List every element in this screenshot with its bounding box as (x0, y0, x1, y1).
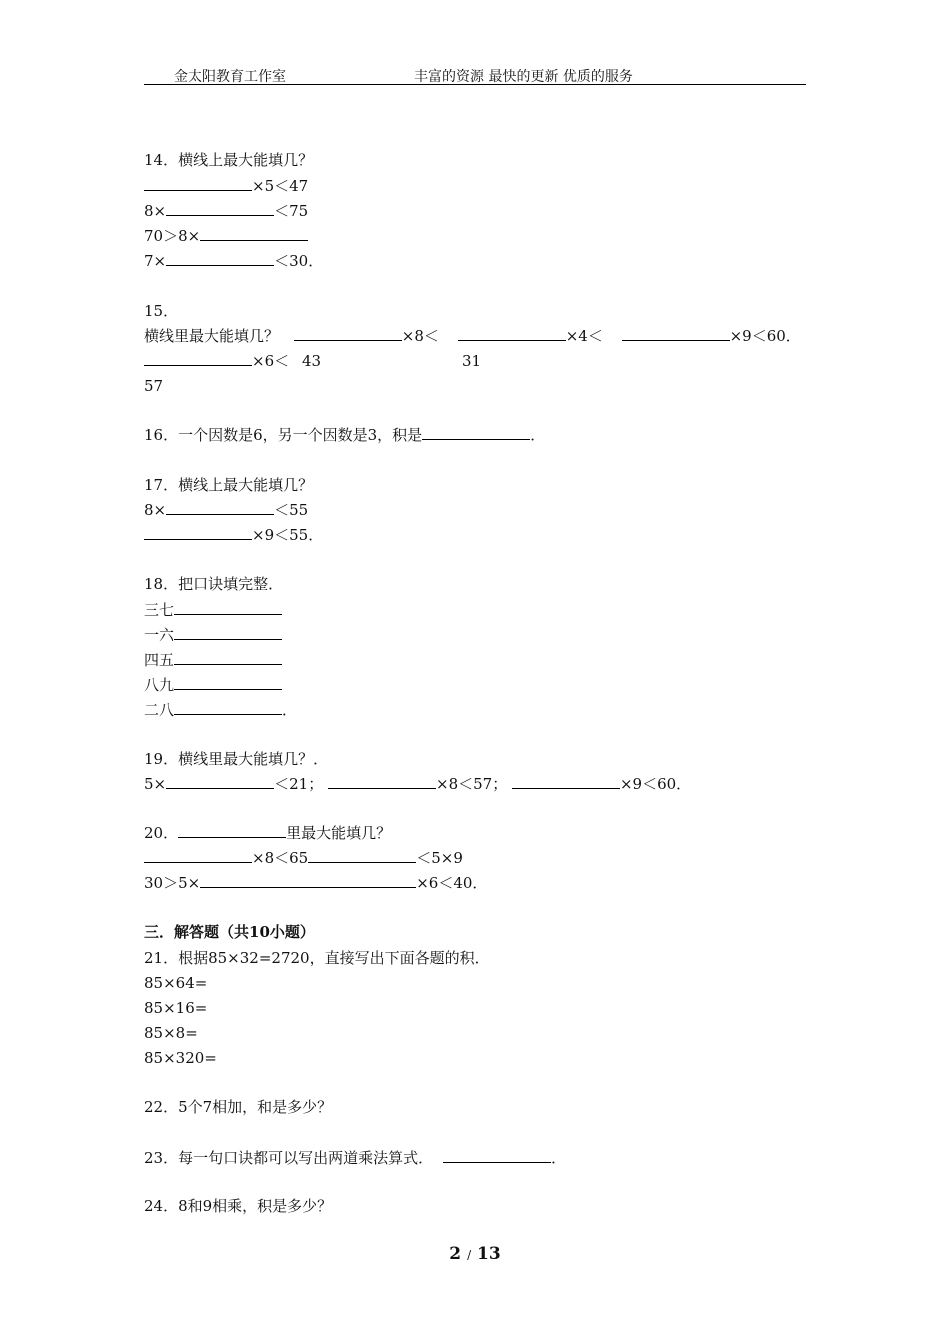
q20-line1: ×8＜65 ＜5×9 (144, 848, 463, 868)
q24-text: 24．8和9相乘，积是多少？ (144, 1197, 333, 1215)
q15-line1: 横线里最大能填几？ ×8＜ ×4＜ ×9＜60． (144, 327, 801, 345)
answer-blank[interactable] (166, 500, 274, 515)
q21-item: 85×8= (144, 1024, 198, 1042)
header-slogan: 丰富的资源 最快的更新 优质的服务 (414, 69, 633, 85)
answer-blank[interactable] (174, 600, 282, 615)
q17-line2: ×9＜55． (144, 525, 323, 545)
q15-number-57: 57 (144, 377, 164, 395)
answer-blank[interactable] (622, 326, 730, 341)
q16-line: 16．一个因数是6，另一个因数是3，积是 ． (144, 426, 546, 444)
answer-blank[interactable] (458, 326, 566, 341)
answer-blank[interactable] (174, 675, 282, 690)
q20-line2: 30＞5× ×6＜40． (144, 874, 488, 892)
answer-blank[interactable] (328, 774, 436, 789)
q21-item: 85×320= (144, 1049, 217, 1067)
q18-title: 18．把口诀填完整． (144, 575, 284, 593)
answer-blank[interactable] (144, 525, 252, 540)
answer-blank[interactable] (200, 873, 308, 888)
section-heading: 三．解答题（共10小题） (144, 923, 315, 941)
answer-blank[interactable] (308, 848, 416, 863)
answer-blank[interactable] (178, 823, 286, 838)
page-number: 2 / 13 (449, 1244, 501, 1264)
q18-item: 二八 ． (144, 701, 298, 719)
q14-title: 14．横线上最大能填几？ (144, 151, 314, 169)
q18-item: 三七 (144, 600, 282, 620)
answer-blank[interactable] (144, 351, 252, 366)
q19-title: 19．横线里最大能填几？． (144, 750, 329, 768)
answer-blank[interactable] (174, 625, 282, 640)
answer-blank[interactable] (443, 1148, 551, 1163)
q15-line2: ×6＜ (144, 351, 289, 371)
q15-number-31: 31 (462, 352, 482, 370)
q19-line: 5× ＜21； ×8＜57； ×9＜60． (144, 775, 692, 793)
answer-blank[interactable] (166, 201, 274, 216)
q14-line4: 7× ＜30． (144, 252, 324, 270)
q22-text: 22．5个7相加，和是多少？ (144, 1098, 333, 1116)
answer-blank[interactable] (144, 176, 252, 191)
page-header (144, 64, 806, 85)
q18-item: 八九 (144, 675, 282, 695)
q14-line2: 8× ＜75 (144, 202, 309, 220)
answer-blank[interactable] (166, 251, 274, 266)
answer-blank[interactable] (166, 774, 274, 789)
q21-item: 85×64= (144, 974, 208, 992)
q17-line1: 8× ＜55 (144, 501, 309, 519)
q15-title: 15． (144, 302, 179, 320)
answer-blank[interactable] (174, 650, 282, 665)
answer-blank[interactable] (308, 873, 416, 888)
answer-blank[interactable] (422, 425, 530, 440)
q18-item: 四五 (144, 650, 282, 670)
answer-blank[interactable] (512, 774, 620, 789)
q14-line3: 70＞8× (144, 226, 308, 246)
answer-blank[interactable] (174, 700, 282, 715)
q20-title: 20． 里最大能填几？ (144, 824, 392, 842)
answer-blank[interactable] (294, 326, 402, 341)
q18-item: 一六 (144, 625, 282, 645)
answer-blank[interactable] (200, 226, 308, 241)
q14-line1: ×5＜47 (144, 176, 308, 196)
q17-title: 17．横线上最大能填几？ (144, 476, 314, 494)
q21-title: 21．根据85×32=2720，直接写出下面各题的积． (144, 949, 490, 967)
q21-item: 85×16= (144, 999, 208, 1017)
header-studio-name: 金太阳教育工作室 (174, 69, 286, 85)
answer-blank[interactable] (144, 848, 252, 863)
q23-line: 23．每一句口诀都可以写出两道乘法算式． ． (144, 1149, 567, 1167)
q15-number-43: 43 (302, 352, 322, 370)
